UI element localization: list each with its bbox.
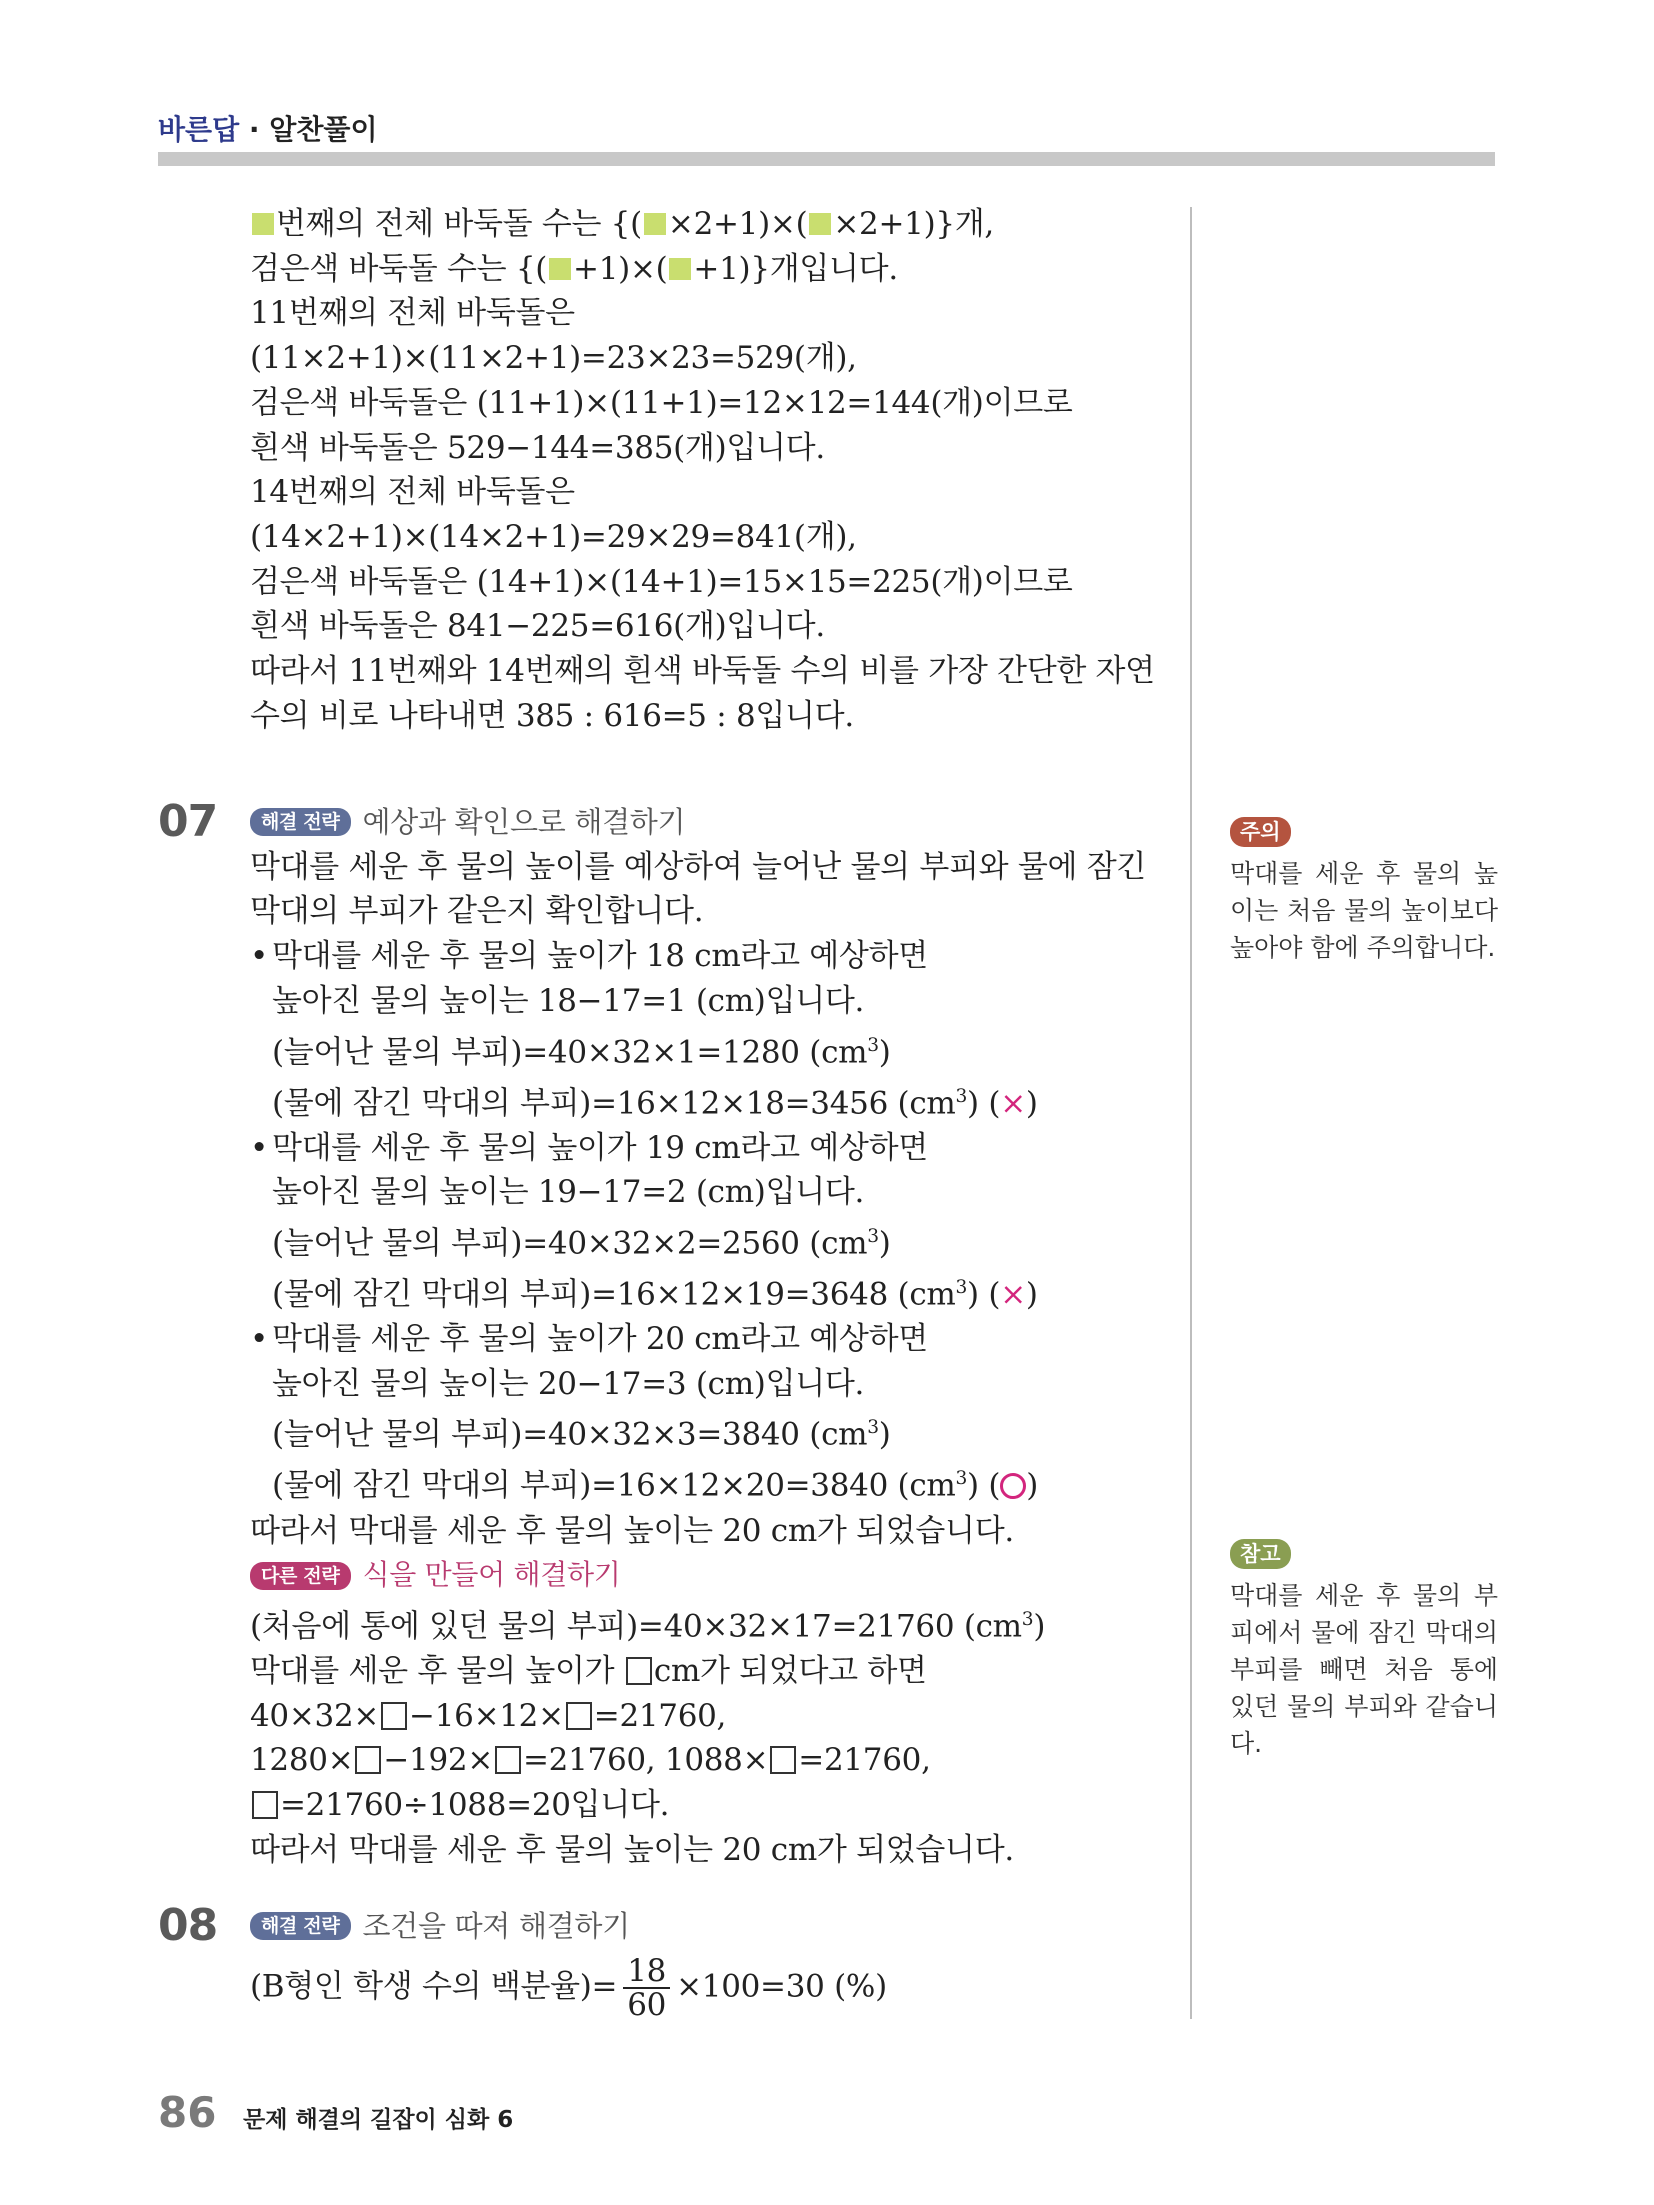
square-placeholder-icon xyxy=(644,213,666,235)
caution-text: 막대를 세운 후 물의 높이는 처음 물의 높이보다 높아야 함에 주의합니다. xyxy=(1230,859,1498,962)
text-line: 번째의 전체 바둑돌 수는 {( ×2+1)×( ×2+1)}개, xyxy=(250,202,1170,247)
reference-text: 막대를 세운 후 물의 부피에서 물에 잠긴 막대의 부피를 빼면 처음 통에 있던 물의 부피와 같습니다. xyxy=(1230,1581,1498,1758)
strategy-title: 예상과 확인으로 해결하기 xyxy=(362,805,686,839)
strategy-title: 조건을 따져 해결하기 xyxy=(362,1909,630,1943)
case-water-3: (늘어난 물의 부피)=40×32×3=3840 $(cm^3)$ xyxy=(272,1416,891,1453)
text-line: (11×2+1)×(11×2+1)=23×23=529(개), xyxy=(250,340,857,377)
text-line: 막대의 부피가 같은지 확인합니다. xyxy=(250,893,704,930)
conclusion-line: 따라서 막대를 세운 후 물의 높이는 20 cm가 되었습니다. xyxy=(250,1512,1014,1549)
text-line: 검은색 바둑돌 수는 {( +1)×( +1)}개입니다. xyxy=(250,250,898,287)
alt-line-5: =21760÷1088=20입니다. xyxy=(250,1783,1170,1828)
question-07-solution xyxy=(250,800,1170,1872)
percentage-formula: (B형인 학생 수의 백분율)= $\frac{18}{60}$ ×100=30 (%) xyxy=(250,1952,887,2023)
question-08-solution xyxy=(250,1904,1170,2021)
case-rod-2: (물에 잠긴 막대의 부피)=16×12×19=3648 $(cm^3)$ (×) xyxy=(272,1276,1038,1313)
blank-box-icon xyxy=(381,1702,407,1730)
strategy-heading xyxy=(250,800,1170,845)
text-line: (14×2+1)×(14×2+1)=29×29=841(개), xyxy=(250,518,857,555)
header-subsection: 알찬풀이 xyxy=(269,113,378,146)
blank-box-icon xyxy=(495,1746,521,1774)
strategy-badge: 해결 전략 xyxy=(250,808,351,836)
case-rod-3: (물에 잠긴 막대의 부피)=16×12×20=3840 $(cm^3)$ ( ) xyxy=(272,1467,1038,1504)
text-line: 흰색 바둑돌은 841−225=616(개)입니다. xyxy=(250,608,825,645)
fraction: $\frac{18}{60}$ xyxy=(623,1955,670,2021)
text-line: 14번째의 전체 바둑돌은 xyxy=(250,474,575,511)
case-rise-2: 높아진 물의 높이는 19−17=2 (cm)입니다. xyxy=(272,1174,865,1211)
running-header xyxy=(158,108,378,148)
square-placeholder-icon xyxy=(549,258,571,280)
book-title: 문제 해결의 길잡이 심화 6 xyxy=(243,2107,514,2133)
column-divider xyxy=(1190,207,1192,2019)
correct-circle-icon xyxy=(1000,1473,1026,1499)
text-line: 수의 비로 나타내면 385 : 616=5 : 8입니다. xyxy=(250,697,854,734)
case-guess-3: • 막대를 세운 후 물의 높이가 20 cm라고 예상하면 xyxy=(250,1317,1170,1362)
caution-badge: 주의 xyxy=(1230,817,1291,847)
header-section: 바른답 xyxy=(158,113,240,146)
text-line: 검은색 바둑돌은 (14+1)×(14+1)=15×15=225(개)이므로 xyxy=(250,563,1073,600)
page-number: 86 xyxy=(158,2088,217,2137)
case-rise-1: 높아진 물의 높이는 18−17=1 (cm)입니다. xyxy=(272,982,865,1019)
side-note-reference xyxy=(1230,1534,1498,1762)
text-line: 막대를 세운 후 물의 높이를 예상하여 늘어난 물의 부피와 물에 잠긴 xyxy=(250,848,1146,885)
case-guess-2: • 막대를 세운 후 물의 높이가 19 cm라고 예상하면 xyxy=(250,1126,1170,1171)
strategy-heading xyxy=(250,1904,1170,1949)
alt-strategy-heading xyxy=(250,1553,1170,1598)
side-note-caution xyxy=(1230,812,1498,966)
alt-line-2: 막대를 세운 후 물의 높이가 cm가 되었다고 하면 xyxy=(250,1652,927,1689)
blank-box-icon xyxy=(252,1791,278,1819)
previous-solution-block xyxy=(250,202,1170,738)
blank-box-icon xyxy=(566,1702,592,1730)
blank-box-icon xyxy=(626,1657,652,1685)
text-line: 11번째의 전체 바둑돌은 xyxy=(250,295,575,332)
case-water-2: (늘어난 물의 부피)=40×32×2=2560 $(cm^3)$ xyxy=(272,1225,891,1262)
case-rod-1: (물에 잠긴 막대의 부피)=16×12×18=3456 $(cm^3)$ (×) xyxy=(272,1084,1038,1121)
square-placeholder-icon xyxy=(669,258,691,280)
square-placeholder-icon xyxy=(252,213,274,235)
blank-box-icon xyxy=(770,1746,796,1774)
question-number-07: 07 xyxy=(158,796,218,847)
header-separator: · xyxy=(239,113,270,146)
alt-line-4: 1280× −192× =21760, 1088× =21760, xyxy=(250,1742,931,1779)
question-number-08: 08 xyxy=(158,1900,218,1951)
text-line: 검은색 바둑돌은 (11+1)×(11+1)=12×12=144(개)이므로 xyxy=(250,384,1073,421)
wrong-mark-icon: × xyxy=(1000,1084,1026,1121)
case-guess-1: • 막대를 세운 후 물의 높이가 18 cm라고 예상하면 xyxy=(250,934,1170,979)
case-water-1: (늘어난 물의 부피)=40×32×1=1280 $(cm^3)$ xyxy=(272,1033,891,1070)
alt-line-1: (처음에 통에 있던 물의 부피)=40×32×17=21760 $(cm^3)$ xyxy=(250,1608,1046,1645)
text-line: 흰색 바둑돌은 529−144=385(개)입니다. xyxy=(250,429,825,466)
case-rise-3: 높아진 물의 높이는 20−17=3 (cm)입니다. xyxy=(272,1365,865,1402)
square-placeholder-icon xyxy=(809,213,831,235)
alt-strategy-badge: 다른 전략 xyxy=(250,1562,351,1590)
reference-badge: 참고 xyxy=(1230,1539,1291,1569)
alt-line-6: 따라서 막대를 세운 후 물의 높이는 20 cm가 되었습니다. xyxy=(250,1831,1014,1868)
alt-line-3: 40×32× −16×12× =21760, xyxy=(250,1697,727,1734)
blank-box-icon xyxy=(355,1746,381,1774)
header-divider xyxy=(158,152,1495,166)
strategy-badge: 해결 전략 xyxy=(250,1912,351,1940)
text-line: 따라서 11번째와 14번째의 흰색 바둑돌 수의 비를 가장 간단한 자연 xyxy=(250,653,1155,690)
alt-strategy-title: 식을 만들어 해결하기 xyxy=(362,1558,621,1592)
wrong-mark-icon: × xyxy=(1000,1276,1026,1313)
